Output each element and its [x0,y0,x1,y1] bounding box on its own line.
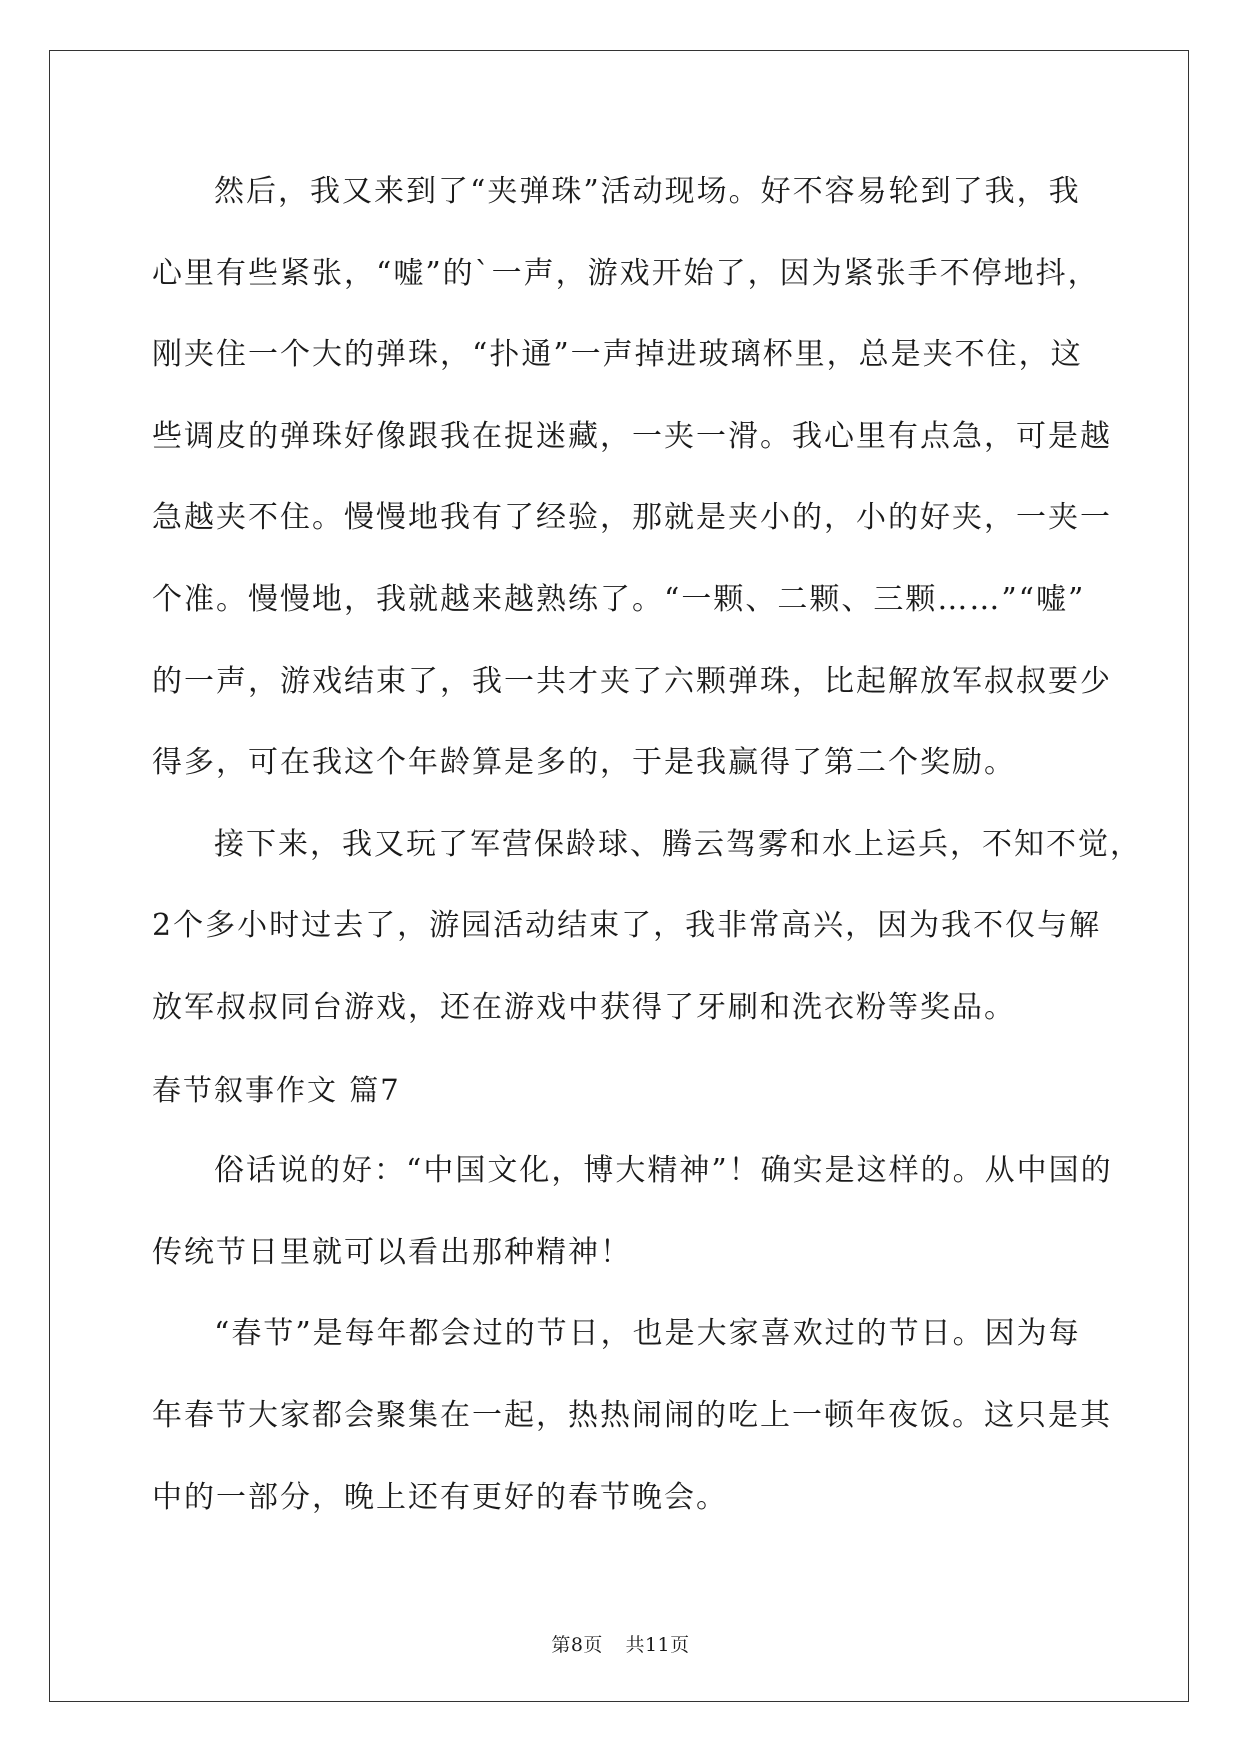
paragraph-line: 传统节日里就可以看出那种精神！ [152,1234,632,1270]
paragraph-line: 2个多小时过去了，游园活动结束了，我非常高兴，因为我不仅与解 [152,908,1102,944]
section-heading: 春节叙事作文 篇7 [152,1072,401,1107]
page-number: 第8页 [551,1634,603,1656]
page-total: 共11页 [625,1634,690,1656]
paragraph-line: 俗话说的好：“中国文化，博大精神”！确实是这样的。从中国的 [214,1153,1113,1189]
paragraph-line: 心里有些紧张，“嘘”的`一声，游戏开始了，因为紧张手不停地抖， [152,255,1100,291]
paragraph-line: 接下来，我又玩了军营保龄球、腾云驾雾和水上运兵，不知不觉， [214,826,1142,862]
paragraph-line: 年春节大家都会聚集在一起，热热闹闹的吃上一顿年夜饭。这只是其 [152,1397,1112,1433]
paragraph-line: 刚夹住一个大的弹珠，“扑通”一声掉进玻璃杯里，总是夹不住，这 [152,337,1083,373]
paragraph-line: 得多，可在我这个年龄算是多的，于是我赢得了第二个奖励。 [152,745,1016,781]
page-footer [0,1630,1241,1657]
paragraph-line: “春节”是每年都会过的节日，也是大家喜欢过的节日。因为每 [214,1316,1081,1352]
document-body [152,158,1142,1545]
paragraph-line: 的一声，游戏结束了，我一共才夹了六颗弹珠，比起解放军叔叔要少 [152,663,1112,699]
paragraph-line: 放军叔叔同台游戏，还在游戏中获得了牙刷和洗衣粉等奖品。 [152,989,1016,1025]
paragraph-line: 个准。慢慢地，我就越来越熟练了。“一颗、二颗、三颗……”“嘘” [152,581,1086,617]
paragraph-line: 中的一部分，晚上还有更好的春节晚会。 [152,1479,728,1515]
paragraph-line: 然后，我又来到了“夹弹珠”活动现场。好不容易轮到了我，我 [214,174,1081,209]
paragraph-line: 急越夹不住。慢慢地我有了经验，那就是夹小的，小的好夹，一夹一 [152,500,1112,536]
paragraph-line: 些调皮的弹珠好像跟我在捉迷藏，一夹一滑。我心里有点急，可是越 [152,418,1112,454]
